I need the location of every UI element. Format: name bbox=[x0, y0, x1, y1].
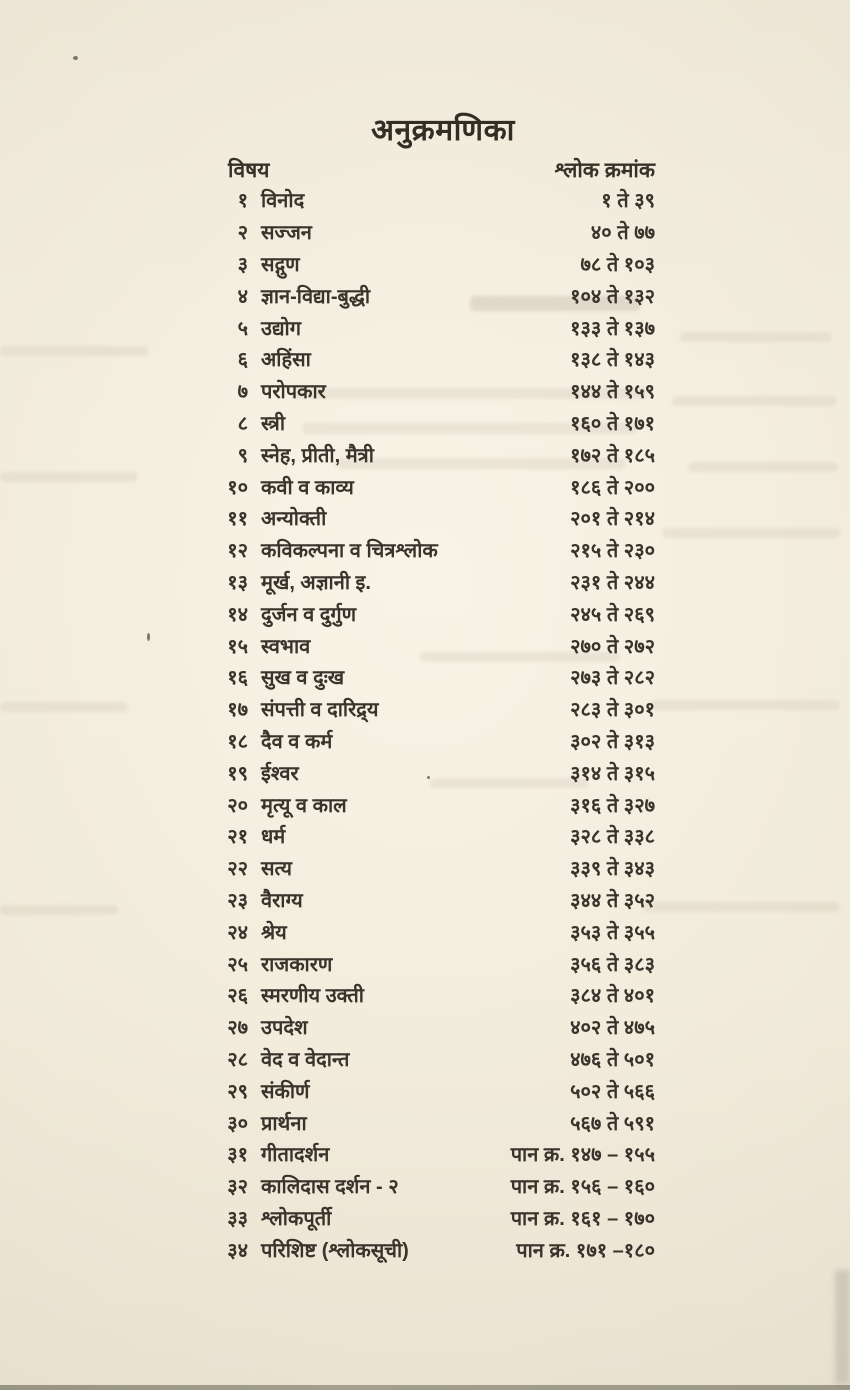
toc-row bbox=[220, 407, 655, 439]
entry-shloka-range: पान क्र. १५६ – १६० bbox=[510, 1176, 655, 1199]
toc-row bbox=[220, 693, 655, 725]
entry-shloka-range: ३१४ ते ३१५ bbox=[570, 762, 655, 785]
toc-row bbox=[220, 534, 655, 566]
toc-row bbox=[220, 279, 655, 311]
entry-subject: वैराग्य bbox=[261, 889, 303, 912]
entry-number: २४ bbox=[227, 921, 248, 944]
toc-row bbox=[220, 502, 655, 534]
scan-edge-right bbox=[835, 1270, 850, 1385]
entry-shloka-range: २१५ ते २३० bbox=[570, 540, 655, 563]
entry-subject: संकीर्ण bbox=[261, 1080, 310, 1103]
entry-subject: मृत्यू व काल bbox=[261, 794, 347, 817]
entry-number: ९ bbox=[237, 444, 248, 467]
toc-row bbox=[220, 216, 655, 248]
entry-shloka-range: ५०२ ते ५६६ bbox=[570, 1080, 655, 1103]
entry-subject: स्नेह, प्रीती, मैत्री bbox=[261, 444, 374, 467]
toc-row bbox=[220, 1043, 655, 1075]
entry-subject: सुख व दुःख bbox=[261, 667, 345, 690]
entry-number: ३४ bbox=[227, 1239, 248, 1262]
entry-subject: कालिदास दर्शन - २ bbox=[261, 1176, 399, 1199]
entry-subject: स्मरणीय उक्ती bbox=[261, 985, 364, 1008]
toc-row bbox=[220, 1074, 655, 1106]
entry-number: २९ bbox=[227, 1080, 248, 1103]
entry-shloka-range: १७२ ते १८५ bbox=[570, 444, 655, 467]
bleed-through-artifact bbox=[0, 346, 148, 356]
entry-subject: सद्गुण bbox=[261, 253, 300, 276]
bleed-through-artifact bbox=[0, 472, 138, 482]
toc-row bbox=[220, 1106, 655, 1138]
entry-subject: विनोद bbox=[261, 190, 305, 213]
bleed-through-artifact bbox=[0, 905, 118, 915]
entry-shloka-range: पान क्र. १४७ – १५५ bbox=[510, 1144, 655, 1167]
entry-subject: परोपकार bbox=[261, 381, 326, 404]
entry-number: ४ bbox=[237, 285, 248, 308]
toc-row bbox=[220, 248, 655, 280]
toc-row bbox=[220, 725, 655, 757]
entry-number: २० bbox=[227, 794, 248, 817]
entry-subject: ज्ञान-विद्या-बुद्धी bbox=[261, 285, 371, 308]
toc-row bbox=[220, 184, 655, 216]
entry-number: ३० bbox=[227, 1112, 248, 1135]
entry-subject: श्रेय bbox=[261, 921, 287, 944]
entry-number: ८ bbox=[237, 412, 248, 435]
toc-row bbox=[220, 597, 655, 629]
entry-shloka-range: ७८ ते १०३ bbox=[580, 253, 655, 276]
toc-row bbox=[220, 1011, 655, 1043]
entry-number: ३१ bbox=[227, 1144, 248, 1167]
entry-shloka-range: १०४ ते १३२ bbox=[570, 285, 655, 308]
scan-speck bbox=[147, 633, 150, 641]
scan-edge-bottom bbox=[0, 1385, 850, 1390]
entry-shloka-range: २३१ ते २४४ bbox=[570, 571, 655, 594]
bleed-through-artifact bbox=[0, 702, 128, 712]
scan-speck bbox=[73, 56, 78, 60]
entry-subject: उपदेश bbox=[261, 1017, 308, 1040]
entry-shloka-range: पान क्र. १७१ –१८० bbox=[516, 1239, 655, 1262]
entry-number: १७ bbox=[227, 699, 248, 722]
entry-subject: मूर्ख, अज्ञानी इ. bbox=[261, 571, 371, 594]
column-header-subject: विषय bbox=[228, 159, 270, 182]
toc-row bbox=[220, 343, 655, 375]
bleed-through-artifact bbox=[680, 332, 832, 342]
entry-shloka-range: ४०२ ते ४७५ bbox=[570, 1017, 655, 1040]
entry-number: ११ bbox=[227, 508, 248, 531]
entry-subject: श्लोकपूर्ती bbox=[261, 1207, 332, 1230]
entry-number: १५ bbox=[227, 635, 248, 658]
toc-row bbox=[220, 470, 655, 502]
entry-shloka-range: १३८ ते १४३ bbox=[570, 349, 655, 372]
entry-subject: उद्योग bbox=[261, 317, 301, 340]
entry-subject: कविकल्पना व चित्रश्लोक bbox=[261, 540, 438, 563]
entry-subject: दुर्जन व दुर्गुण bbox=[261, 603, 357, 626]
toc-rows bbox=[220, 184, 655, 1265]
entry-subject: कवी व काव्य bbox=[261, 476, 354, 499]
entry-shloka-range: ३४४ ते ३५२ bbox=[570, 889, 655, 912]
entry-subject: वेद व वेदान्त bbox=[261, 1048, 350, 1071]
toc-row bbox=[220, 979, 655, 1011]
entry-number: ७ bbox=[237, 381, 248, 404]
entry-shloka-range: ३८४ ते ४०१ bbox=[570, 985, 655, 1008]
toc-row bbox=[220, 629, 655, 661]
table-header bbox=[220, 156, 655, 184]
entry-subject: राजकारण bbox=[261, 953, 333, 976]
toc-row bbox=[220, 661, 655, 693]
entry-shloka-range: २७३ ते २८२ bbox=[570, 667, 655, 690]
entry-shloka-range: ४० ते ७७ bbox=[590, 222, 655, 245]
entry-shloka-range: १३३ ते १३७ bbox=[570, 317, 655, 340]
entry-number: १२ bbox=[227, 540, 248, 563]
toc-row bbox=[220, 311, 655, 343]
toc-row bbox=[220, 788, 655, 820]
entry-shloka-range: ३३९ ते ३४३ bbox=[570, 858, 655, 881]
entry-shloka-range: २७० ते २७२ bbox=[570, 635, 655, 658]
entry-number: १८ bbox=[227, 730, 248, 753]
entry-shloka-range: २४५ ते २६९ bbox=[570, 603, 655, 626]
entry-number: ६ bbox=[237, 349, 248, 372]
entry-subject: स्त्री bbox=[261, 412, 285, 435]
entry-subject: प्रार्थना bbox=[261, 1112, 307, 1135]
entry-shloka-range: २०१ ते २१४ bbox=[570, 508, 655, 531]
entry-shloka-range: ३१६ ते ३२७ bbox=[570, 794, 655, 817]
entry-subject: अहिंसा bbox=[261, 349, 311, 372]
page-title: अनुक्रमणिका bbox=[371, 114, 515, 147]
entry-number: ३ bbox=[237, 253, 248, 276]
entry-shloka-range: १६० ते १७१ bbox=[570, 412, 655, 435]
entry-subject: ईश्वर bbox=[261, 762, 299, 785]
toc-row bbox=[220, 884, 655, 916]
entry-shloka-range: ४७६ ते ५०१ bbox=[570, 1048, 655, 1071]
entry-number: १३ bbox=[227, 571, 248, 594]
toc-row bbox=[220, 947, 655, 979]
entry-number: २३ bbox=[227, 889, 248, 912]
entry-subject: सत्य bbox=[261, 858, 292, 881]
toc-row bbox=[220, 1138, 655, 1170]
entry-subject: दैव व कर्म bbox=[261, 730, 333, 753]
entry-subject: स्वभाव bbox=[261, 635, 311, 658]
toc-row bbox=[220, 915, 655, 947]
entry-shloka-range: ३५६ ते ३८३ bbox=[570, 953, 655, 976]
entry-shloka-range: १४४ ते १५९ bbox=[570, 381, 655, 404]
bleed-through-artifact bbox=[662, 528, 840, 538]
entry-shloka-range: पान क्र. १६१ – १७० bbox=[510, 1207, 655, 1230]
entry-number: १९ bbox=[227, 762, 248, 785]
entry-shloka-range: ३०२ ते ३१३ bbox=[570, 730, 655, 753]
entry-number: २६ bbox=[227, 985, 248, 1008]
entry-subject: संपत्ती व दारिद्र्य bbox=[261, 699, 379, 722]
entry-shloka-range: ५६७ ते ५९१ bbox=[570, 1112, 655, 1135]
entry-shloka-range: ३२८ ते ३३८ bbox=[570, 826, 655, 849]
bleed-through-artifact bbox=[672, 396, 837, 406]
entry-number: २८ bbox=[227, 1048, 248, 1071]
entry-shloka-range: ३५३ ते ३५५ bbox=[570, 921, 655, 944]
entry-number: २७ bbox=[227, 1017, 248, 1040]
toc-row bbox=[220, 1170, 655, 1202]
column-header-shloka-number: श्लोक क्रमांक bbox=[554, 159, 655, 182]
toc-row bbox=[220, 566, 655, 598]
entry-number: २ bbox=[237, 222, 248, 245]
entry-number: १४ bbox=[227, 603, 248, 626]
toc-row bbox=[220, 1202, 655, 1234]
bleed-through-artifact bbox=[642, 902, 840, 912]
toc-row bbox=[220, 756, 655, 788]
entry-number: १ bbox=[237, 190, 248, 213]
entry-number: २५ bbox=[227, 953, 248, 976]
toc-row bbox=[220, 852, 655, 884]
entry-shloka-range: १८६ ते २०० bbox=[570, 476, 655, 499]
toc-row bbox=[220, 438, 655, 470]
entry-number: ५ bbox=[237, 317, 248, 340]
bleed-through-artifact bbox=[688, 462, 838, 472]
entry-subject: सज्जन bbox=[261, 222, 312, 245]
bleed-through-artifact bbox=[650, 700, 840, 710]
toc-row bbox=[220, 375, 655, 407]
entry-subject: अन्योक्ती bbox=[261, 508, 327, 531]
entry-number: ३३ bbox=[227, 1207, 248, 1230]
entry-number: १० bbox=[227, 476, 248, 499]
entry-shloka-range: १ ते ३९ bbox=[601, 190, 655, 213]
toc-row bbox=[220, 1233, 655, 1265]
entry-number: १६ bbox=[227, 667, 248, 690]
entry-subject: धर्म bbox=[261, 826, 286, 849]
entry-number: २२ bbox=[227, 858, 248, 881]
entry-shloka-range: २८३ ते ३०१ bbox=[570, 699, 655, 722]
entry-subject: गीतादर्शन bbox=[261, 1144, 330, 1167]
entry-subject: परिशिष्ट (श्लोकसूची) bbox=[261, 1239, 409, 1262]
toc-row bbox=[220, 820, 655, 852]
entry-number: ३२ bbox=[227, 1176, 248, 1199]
entry-number: २१ bbox=[227, 826, 248, 849]
